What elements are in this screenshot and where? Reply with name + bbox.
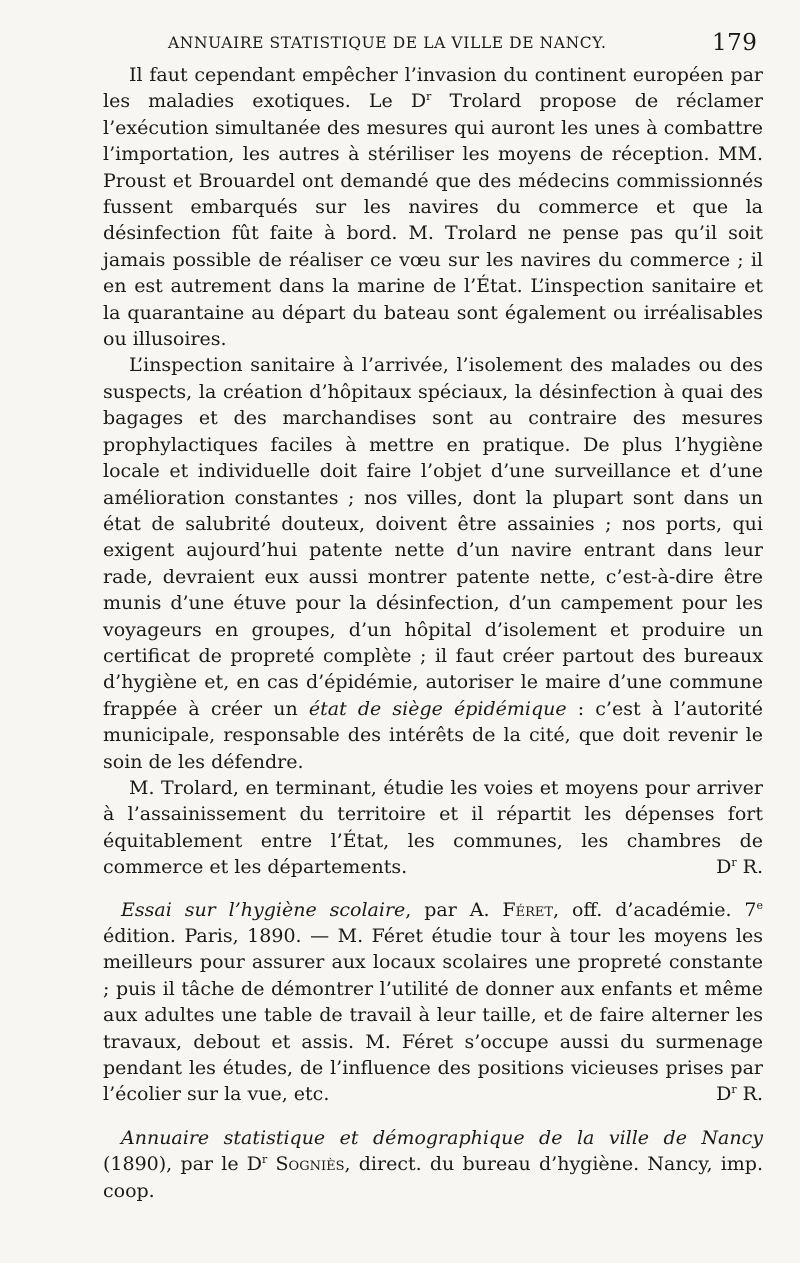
page-body [103, 62, 763, 1204]
review-author: Sogniès [267, 1153, 345, 1176]
review-title: Essai sur l’hygiène scolaire [121, 898, 406, 921]
review-entry-2: Annuaire statistique et démographique de la ville de Nancy (1890), par le $D^r$ Sogniès, direct. du bureau d’hygiène. Nancy, imp. coop. [103, 1126, 764, 1202]
paragraph-1: Il faut cependant empêcher l’invasion du continent européen par les maladies exotiques. Le $D^r$ Trolard propose de réclamer l’exécution simultanée des mesures qui auront les unes à combattre l’importation, les autres à stériliser les moyens de réception. MM. Proust et Brouardel ont demandé que des médecins commissionnés fussent embarqués sur les navires du commerce et que la désinfection fût faite à bord. M. Trolard ne pense pas qu’il soit jamais possible de réaliser ce vœu sur les navires du commerce ; il en est autrement dans la marine de l’État. L’inspection sanitaire et la quarantaine au départ du bateau sont également ou irréalisables ou illusoires. [103, 64, 763, 351]
review-entry-1: Essai sur l’hygiène scolaire, par A. Féret, off. d’académie. 7e édition. Paris, 1890. — M. Féret étudie tour à tour les moyens les meilleurs pour assurer aux locaux scolaires une propreté constante ; puis il tâche de démontrer l’utilité de donner aux enfants et même aux adultes une table de travail à leur taille, et de faire alterner les travaux, debout et assis. M. Féret s’occupe aussi du surmenage pendant les études, de l’influence des positions vicieuses prises par l’écolier sur la vue, etc. $D^r$ R. [103, 897, 763, 1108]
paragraph-3: M. Trolard, en terminant, étudie les voies et moyens pour arriver à l’assainissement du territoire et il répartit les dépenses fort équitablement entre l’État, les communes, les chambres de commerce et les départements. $D^r$ R. [103, 775, 763, 881]
paragraph-2: L’inspection sanitaire à l’arrivée, l’isolement des malades ou des suspects, la création d’hôpitaux spéciaux, la désinfection à quai des bagages et des marchandises sont au contraire des mesures prophylactiques faciles à mettre en pratique. De plus l’hygiène locale et individuelle doit faire l’objet d’une surveillance et d’une amélioration constantes ; nos villes, dont la plupart sont dans un état de salubrité douteux, doivent être assainies ; nos ports, qui exigent aujourd’hui patente nette d’un navire entrant dans leur rade, devraient eux aussi montrer patente nette, c’est-à-dire être munis d’une étuve pour la désinfection, d’un campement pour les voyageurs en groupes, d’un hôpital d’isolement et produire un certificat de propreté complète ; il faut créer partout des bureaux d’hygiène et, en cas d’épidémie, autoriser le maire d’une commune frappée à créer un état de siège épidémique : c’est à l’autorité municipale, responsable des intérêts de la cité, que doit revenir le soin de les défendre. [103, 354, 763, 773]
running-head: ANNUAIRE STATISTIQUE DE LA VILLE DE NANCY. [168, 34, 607, 52]
signature: $D^r$ R. [716, 1083, 763, 1106]
review-author: Féret [502, 898, 554, 921]
review-title: Annuaire statistique et démographique de la ville de [121, 1126, 702, 1149]
italic-phrase: état de siège épidémique [308, 697, 567, 720]
page-number: 179 [712, 30, 758, 56]
signature: $D^r$ R. [716, 856, 763, 879]
